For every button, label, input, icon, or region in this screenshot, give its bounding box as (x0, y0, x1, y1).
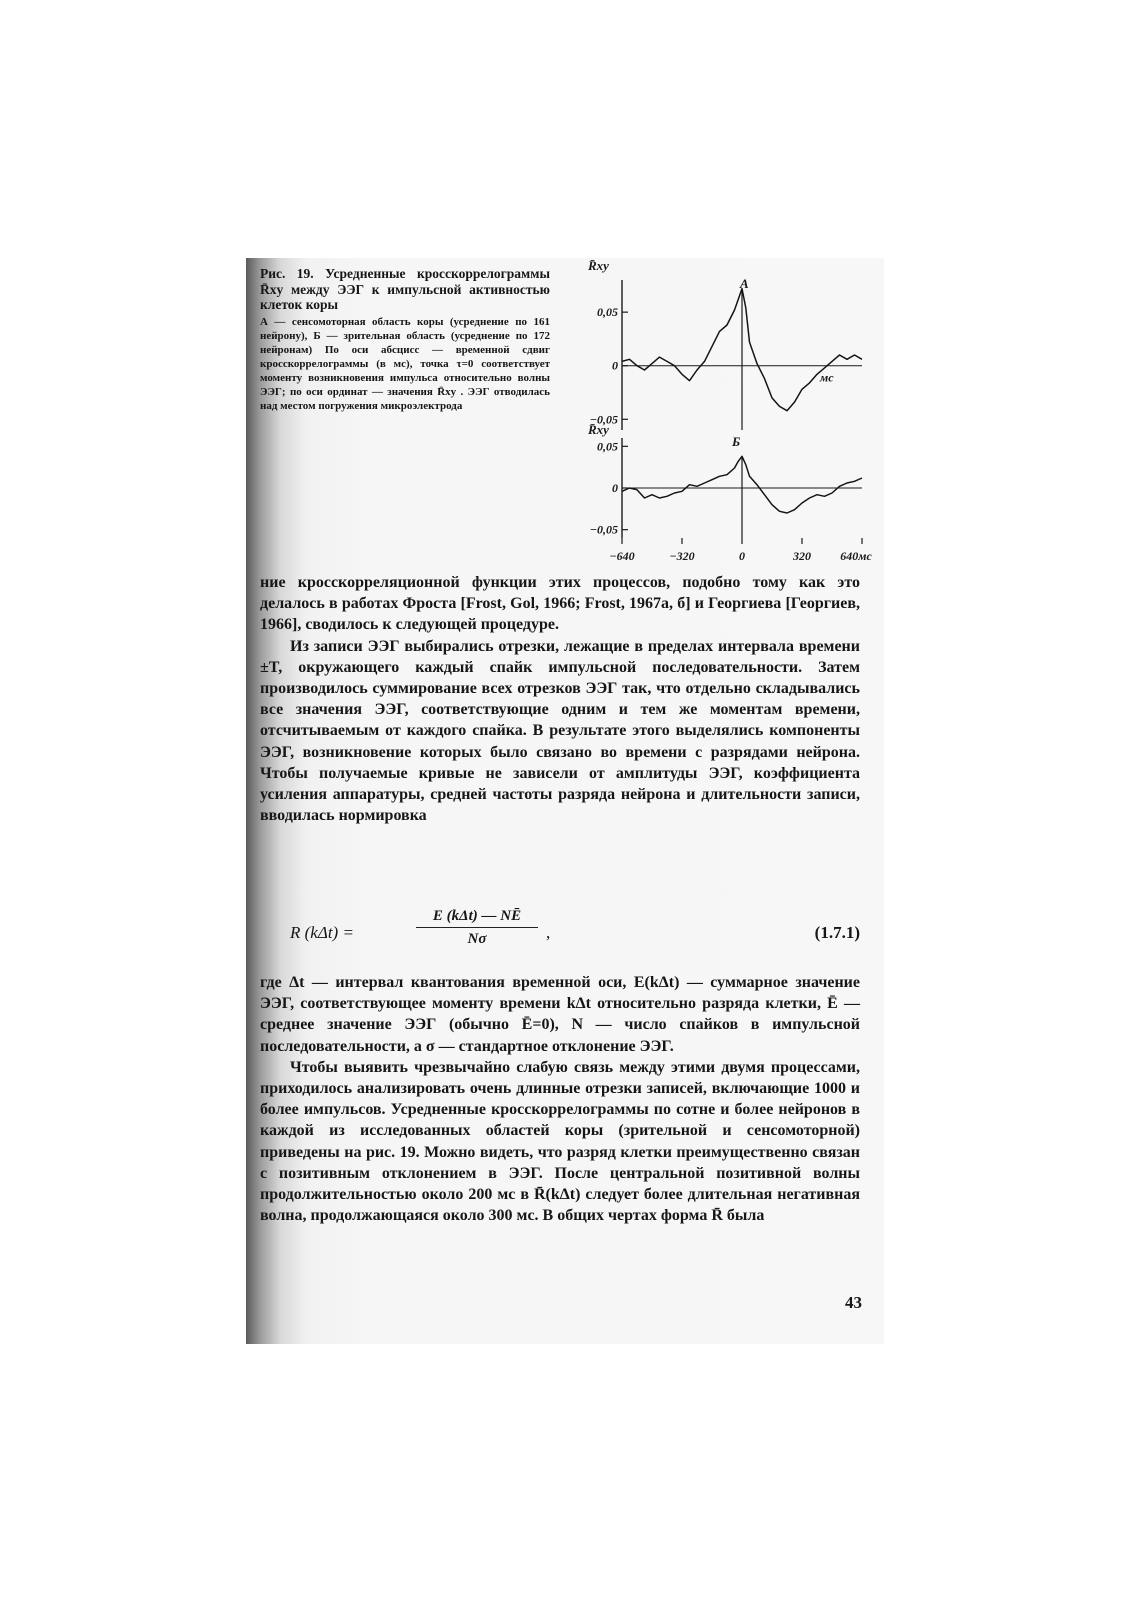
book-page (246, 258, 884, 1344)
y-axis-label: R̄xy (588, 422, 609, 437)
formula-fraction (416, 908, 538, 948)
x-tick-label: 0 (739, 549, 745, 563)
paragraph-1: ние кросскорреляционной функции этих процессов, подобно тому как это делалось в работах Фроста [Frost, Gol, 1966; Frost, 1967а, б] и Георгиева [Георгиев, 1966], сводилось к следующей процедуре. (260, 574, 860, 634)
paragraph-3: где Δt — интервал квантования временной оси, E(kΔt) — суммарное значение ЭЭГ, соответствующее моменту времени kΔt относительно разряда клетки, Ē — среднее значение ЭЭГ (обычно Ē=0), N — число спайков в импульсной последовательности, а σ — стандартное отклонение ЭЭГ. (260, 974, 860, 1055)
x-tick-label: −320 (669, 549, 695, 563)
y-tick-label: 0 (612, 481, 618, 495)
x-axis-ticks (609, 538, 872, 563)
y-axis-label: R̄xy (588, 258, 609, 273)
y-tick-label: 0,05 (597, 305, 618, 320)
equation-number: (1.7.1) (814, 923, 860, 942)
x-tick-label: 320 (793, 549, 811, 563)
figure-caption-title: Рис. 19. Усредненные кросскоррелограммы R̄xy между ЭЭГ к импульсной активностью клеток коры (260, 266, 550, 312)
page-number: 43 (845, 1293, 862, 1312)
cross-correlogram-figure (562, 258, 882, 578)
formula-lhs: R (kΔt) = (290, 923, 354, 942)
figure-caption-body: А — сенсомоторная область коры (усреднение по 161 нейрону), Б — зрительная область (усреднение по 172 нейронам) По оси абсцисс — временной сдвиг кросскоррелограммы (в мс), точка τ=0 соответствует моменту возникновения импульса относительно волны ЭЭГ; по оси ординат — значения R̄xy . ЭЭГ отводилась над местом погружения микроэлектрода (260, 315, 550, 412)
formula-numerator: E (kΔt) — NĒ (416, 908, 538, 928)
formula-denominator: Nσ (467, 931, 487, 947)
paragraph-2: Из записи ЭЭГ выбирались отрезки, лежащие в пределах интервала времени ±T, окружающего каждый спайк импульсной последовательности. Затем производилось суммирование всех отрезков ЭЭГ так, что отдельно складывались все значения ЭЭГ, соответствующие одним и тем же моментам времени, отсчитываемым от каждого спайка. В результате этого выделялись компоненты ЭЭГ, возникновение которых было связано во времени с разрядами нейрона. Чтобы получаемые кривые не зависели от амплитуды ЭЭГ, коэффициента усиления аппаратуры, средней частоты разряда нейрона и длительности записи, вводилась нормировка (260, 637, 860, 825)
figure-caption (260, 266, 550, 413)
y-tick-label: 0 (612, 358, 618, 373)
y-tick-label: 0,05 (597, 439, 618, 454)
y-tick-label: −0,05 (589, 412, 618, 427)
x-tick-label: 640мс (840, 549, 872, 563)
text-block-2 (260, 972, 860, 1226)
panel-a (587, 258, 862, 430)
x-tick-label: −640 (609, 549, 635, 563)
paragraph-4: Чтобы выявить чрезвычайно слабую связь между этими двумя процессами, приходилось анализировать очень длинные отрезки записей, включающие 1000 и более импульсов. Усредненные кросскоррелограммы по сотне и более нейронов в каждой из исследованных областей коры (зрительной и сенсомоторной) приведены на рис. 19. Можно видеть, что разряд клетки преимущественно связан с позитивным отклонением в ЭЭГ. После центральной позитивной волны продолжительностью около 200 мс в R̄(kΔt) следует более длительная негативная волна, продолжающаяся около 300 мс. В общих чертах форма R̄ была (260, 1058, 860, 1225)
panel-b (587, 422, 862, 538)
y-tick-label: −0,05 (589, 522, 618, 537)
panel-label: А (740, 276, 749, 291)
formula-comma: , (546, 923, 551, 942)
x-axis-unit-label: мс (820, 370, 834, 385)
panel-label: Б (732, 434, 741, 449)
formula-1-7-1 (290, 908, 860, 964)
text-block-1 (260, 572, 860, 826)
